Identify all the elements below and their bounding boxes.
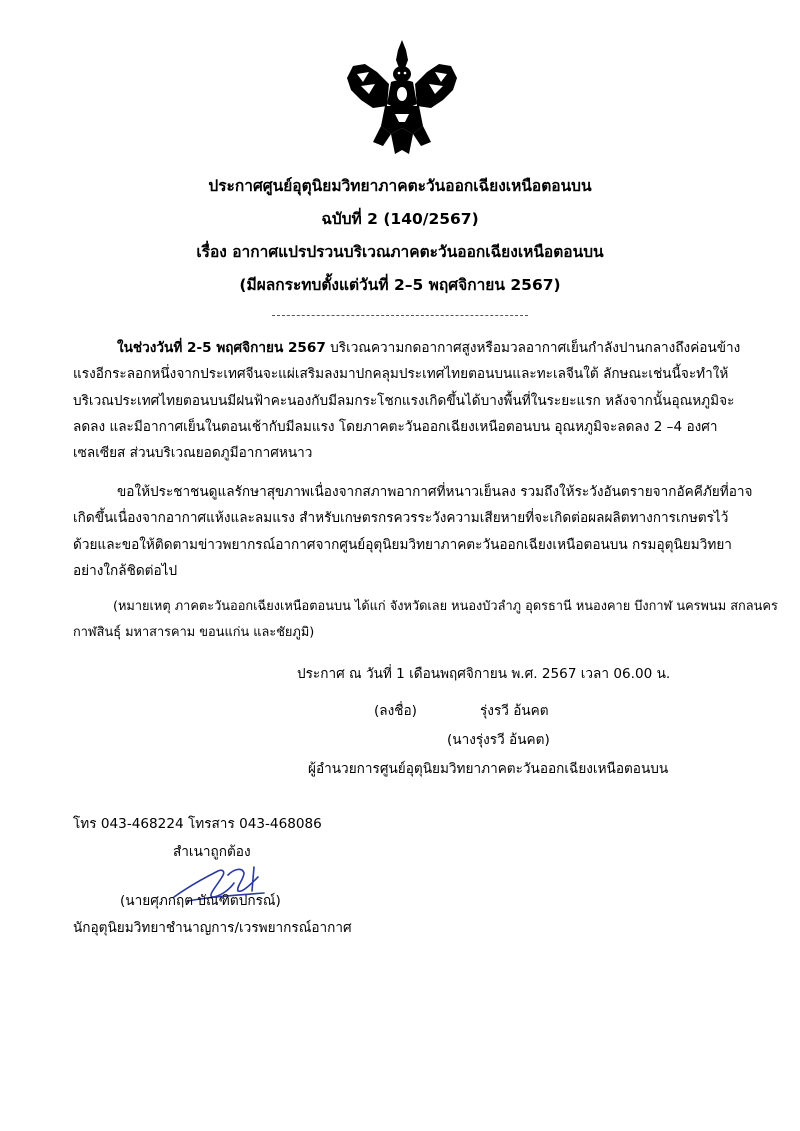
certifier-name: (นายศุภกฤต บัณฑิตปกรณ์) [120,893,281,909]
paragraph-line: ขอให้ประชาชนดูแลรักษาสุขภาพเนื่องจากสภาพอากาศที่หนาวเย็นลง รวมถึงให้ระวังอันตรายจากอัคคีภัยที่อาจ [117,484,753,500]
signer-full-name: (นางรุ่งรวี อ้นคต) [447,732,550,748]
contact-numbers: โทร 043-468224 โทรสาร 043-468086 [73,816,322,832]
issue-number: ฉบับที่ 2 (140/2567) [321,210,479,228]
paragraph-forecast [73,335,741,466]
period-emphasis: ในช่วงวันที่ 2-5 พฤศจิกายน 2567 [117,340,326,356]
effective-period: (มีผลกระทบตั้งแต่วันที่ 2–5 พฤศจิกายน 2567) [239,276,561,294]
paragraph-line: อย่างใกล้ชิดต่อไป [73,562,178,579]
garuda-emblem [343,38,461,158]
paragraph-line: ในช่วงวันที่ 2-5 พฤศจิกายน 2567 บริเวณความกดอากาศสูงหรือมวลอากาศเย็นกำลังปานกลางถึงค่อนข้าง [117,340,741,356]
paragraph-line: บริเวณประเทศไทยตอนบนมีฝนฟ้าคะนองกับมีลมกระโชกแรงเกิดขึ้นได้บางพื้นที่ในระยะแรก หลังจากนั้นอุณหภูมิจะ [73,392,735,409]
certified-copy-label: สำเนาถูกต้อง [173,844,251,860]
note-line: กาฬสินธุ์ มหาสารคาม ขอนแก่น และชัยภูมิ) [73,625,315,641]
signature-name: รุ่งรวี อ้นคต [480,703,549,719]
note-line: (หมายเหตุ ภาคตะวันออกเฉียงเหนือตอนบน ได้แก่ จังหวัดเลย หนองบัวลำภู อุดรธานี หนองคาย บึงกาฬ นครพนม สกลนคร [113,599,778,614]
subject-line: เรื่อง อากาศแปรปรวนบริเวณภาคตะวันออกเฉียงเหนือตอนบน [196,243,604,261]
signature-label: (ลงชื่อ) [374,703,417,719]
announcement-date: ประกาศ ณ วันที่ 1 เดือนพฤศจิกายน พ.ศ. 2567 เวลา 06.00 น. [297,666,671,682]
certifier-title: นักอุตุนิยมวิทยาชำนาญการ/เวรพยากรณ์อากาศ [73,920,352,936]
signer-position: ผู้อำนวยการศูนย์อุตุนิยมวิทยาภาคตะวันออกเฉียงเหนือตอนบน [308,761,669,777]
header-divider [272,315,528,316]
paragraph-line: ด้วยและขอให้ติดตามข่าวพยากรณ์อากาศจากศูนย์อุตุนิยมวิทยาภาคตะวันออกเฉียงเหนือตอนบน กรมอุตุนิยมวิทยา [73,536,732,553]
announcement-title: ประกาศศูนย์อุตุนิยมวิทยาภาคตะวันออกเฉียงเหนือตอนบน [208,177,592,195]
paragraph-line: เซลเซียส ส่วนบริเวณยอดภูมีอากาศหนาว [73,445,313,462]
paragraph-note [73,594,778,647]
paragraph-line: แรงอีกระลอกหนึ่งจากประเทศจีนจะแผ่เสริมลงมาปกคลุมประเทศไทยตอนบนและทะเลจีนใต้ ลักษณะเช่นนี้จะทำให้ [73,366,729,383]
paragraph-line: ลดลง และมีอากาศเย็นในตอนเช้ากับมีลมแรง โดยภาคตะวันออกเฉียงเหนือตอนบน อุณหภูมิจะลดลง 2 –4 องศา [73,418,718,435]
paragraph-advice [73,479,753,584]
paragraph-line: เกิดขึ้นเนื่องจากอากาศแห้งและลมแรง สำหรับเกษตรกรควรระวังความเสียหายที่จะเกิดต่อผลผลิตทางการเกษตรไว้ [73,510,729,527]
